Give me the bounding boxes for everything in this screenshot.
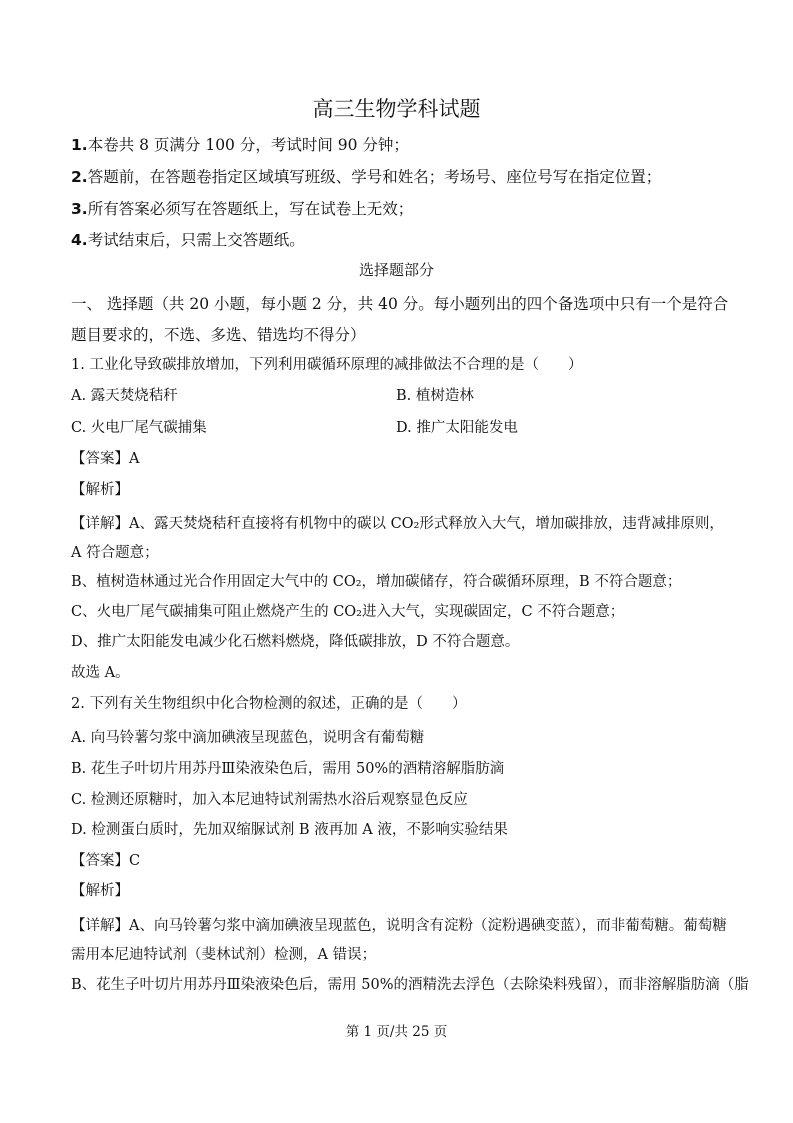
q2-option-a: A. 向马铃薯匀浆中滴加碘液呈现蓝色，说明含有葡萄糖 [71,730,425,746]
q2-detail-a: 【详解】A、向马铃薯匀浆中滴加碘液呈现蓝色，说明含有淀粉（淀粉遇碘变蓝），而非葡萄糖。葡萄糖需用本尼迪特试剂（斐林试剂）检测，A 错误； [71,918,727,963]
note-number: 2. [71,168,88,186]
q1-detail-d: D、推广太阳能发电减少化石燃料燃烧，降低碳排放，D 不符合题意。 [71,634,520,650]
q2-option-d: D. 检测蛋白质时，先加双缩脲试剂 B 液再加 A 液，不影响实验结果 [71,822,508,838]
q1-detail-b: B、植树造林通过光合作用固定大气中的 CO₂，增加碳储存，符合碳循环原理，B 不符合题意； [71,574,682,590]
q1-detail-a: 【详解】A、露天焚烧秸秆直接将有机物中的碳以 CO₂形式释放入大气，增加碳排放，违背减排原则，A 符合题意； [71,516,724,561]
page-footer: 第 1 页/共 25 页 [345,1024,448,1040]
q1-analysis-label: 【解析】 [71,482,129,498]
q1-conclusion: 故选 A。 [71,665,130,681]
q2-option-c: C. 检测还原糖时，加入本尼迪特试剂需热水浴后观察显色反应 [71,792,468,808]
note-2 [71,167,661,187]
q1-option-b: B. 植树造林 [396,388,474,404]
q1-answer: 【答案】A [71,451,140,467]
q2-option-b: B. 花生子叶切片用苏丹Ⅲ染液染色后，需用 50%的酒精溶解脂肪滴 [71,761,505,777]
q1-option-a: A. 露天焚烧秸秆 [71,388,178,404]
note-number: 3. [71,200,88,218]
note-4 [71,230,305,250]
q2-answer: 【答案】C [71,853,141,869]
q2-analysis-label: 【解析】 [71,883,129,899]
note-number: 4. [71,231,88,249]
note-1 [71,135,409,155]
page-title: 高三生物学科试题 [312,97,481,121]
part-heading: 一、 选择题（共 20 小题，每小题 2 分，共 40 分。每小题列出的四个备选项中只有一个是符合题目要求的，不选、多选、错选均不得分） [71,295,729,344]
note-text: 本卷共 8 页满分 100 分，考试时间 90 分钟； [87,136,409,154]
q2-detail-b: B、花生子叶切片用苏丹Ⅲ染液染色后，需用 50%的酒精洗去浮色（去除染料残留），而非溶解脂肪滴（脂 [71,977,749,993]
note-text: 考试结束后，只需上交答题纸。 [87,231,305,249]
q2-stem: 2. 下列有关生物组织中化合物检测的叙述，正确的是（ ） [71,696,467,712]
note-3 [71,199,413,219]
note-text: 所有答案必须写在答题纸上，写在试卷上无效； [87,200,414,218]
section-title: 选择题部分 [358,261,434,279]
q1-option-c: C. 火电厂尾气碳捕集 [71,420,207,436]
q1-detail-c: C、火电厂尾气碳捕集可阻止燃烧产生的 CO₂进入大气，实现碳固定，C 不符合题意； [71,604,625,620]
q1-stem: 1. 工业化导致碳排放增加，下列利用碳循环原理的减排做法不合理的是（ ） [71,357,583,373]
q1-option-d: D. 推广太阳能发电 [396,420,518,436]
note-text: 答题前，在答题卷指定区域填写班级、学号和姓名；考场号、座位号写在指定位置； [87,168,662,186]
note-number: 1. [71,136,88,154]
